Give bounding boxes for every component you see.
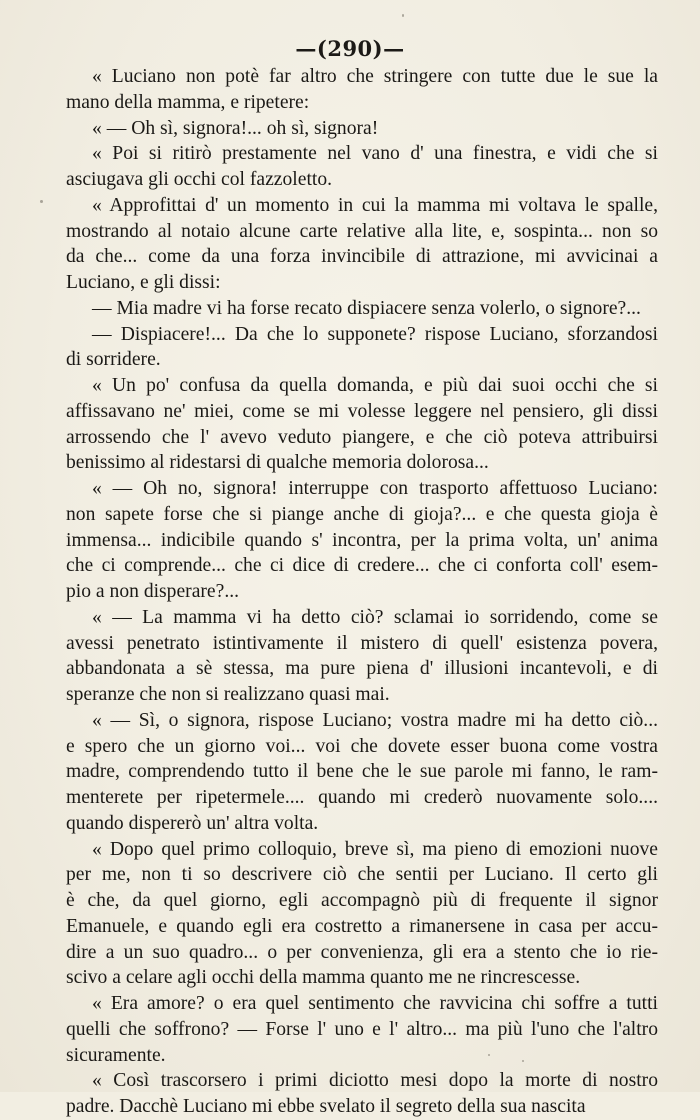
text-line: « — La mamma vi ha detto ciò? sclamai io sorridendo, come se (92, 606, 658, 628)
text-line: « Un po' confusa da quella domanda, e più dai suoi occhi che si (92, 375, 658, 396)
text-line: « — Oh sì, signora!... oh sì, signora! (92, 117, 379, 139)
text-line: speranze che non si realizzano quasi mai. (66, 684, 390, 705)
text-line: quelli che soffrono? — Forse l' uno e l' altro... ma più l'uno che l'altro (66, 1018, 658, 1040)
text-line: Luciano, e gli dissi: (66, 272, 221, 293)
text-line: — Mia madre vi ha forse recato dispiacere senza volerlo, o signore?... (92, 297, 641, 319)
text-line: e spero che un giorno voi... voi che dovete esser buona come vostra (66, 735, 658, 757)
paragraph (66, 116, 658, 142)
text-line: immensa... indicibile quando s' incontra, per la prima volta, un' anima (66, 529, 658, 551)
print-speck (402, 14, 404, 17)
print-speck (522, 1060, 524, 1062)
paragraph (66, 141, 658, 193)
text-line: madre, comprendendo tutto il bene che le sue parole mi fanno, le ram- (66, 761, 658, 783)
text-line: « — Oh no, signora! interruppe con trasporto affettuoso Luciano: (92, 478, 658, 499)
text-line: « — Sì, o signora, rispose Luciano; vostra madre mi ha detto ciò... (92, 709, 658, 731)
text-line: affissavano ne' miei, come se mi volesse leggere nel pensiero, gli dissi (66, 400, 658, 422)
text-line: — Dispiacere!... Da che lo supponete? rispose Luciano, sforzandosi (92, 323, 658, 345)
text-line: non sapete forse che si piange anche di gioja?... e che questa gioja è (66, 503, 658, 525)
text-line: benissimo al ridestarsi di qualche memoria dolorosa... (66, 452, 489, 474)
text-line: Emanuele, e quando egli era costretto a rimanersene in casa per accu- (66, 915, 658, 937)
text-line: « Così trascorsero i primi diciotto mesi dopo la morte di nostro (92, 1070, 658, 1092)
text-line: per me, non ti so descrivere ciò che sentii per Luciano. Il certo gli (66, 864, 658, 886)
page-number: —(290)— (295, 36, 405, 61)
paragraph (66, 605, 658, 708)
text-line: « Poi si ritirò prestamente nel vano d' una finestra, e vidi che si (92, 143, 658, 165)
text-line: avessi penetrato istintivamente il mistero di quell' esistenza povera, (66, 632, 658, 654)
text-line: « Approfittai d' un momento in cui la mamma mi voltava le spalle, (92, 194, 658, 216)
paragraph (66, 296, 658, 322)
text-line: pio a non disperare?... (66, 581, 240, 602)
text-line: asciugava gli occhi col fazzoletto. (66, 169, 333, 190)
print-speck (40, 200, 43, 203)
text-line: mostrando al notaio alcune carte relative alla lite, e, sospinta... non so (66, 220, 658, 242)
text-line: di sorridere. (66, 349, 161, 371)
text-line: da che... come da una forza invincibile di attrazione, mi avvicinai a (66, 246, 658, 268)
paragraph (66, 708, 658, 837)
paragraph (66, 1068, 658, 1120)
paragraph (66, 991, 658, 1068)
text-line: « Luciano non potè far altro che stringere con tutte due le sue la (92, 66, 658, 87)
text-line: che ci comprende... che ci dice di credere... che ci conforta coll' esem- (66, 555, 658, 577)
text-line: abbandonata a sè stessa, ma pure piena d' illusioni incantevoli, e di (66, 658, 658, 680)
text-line: « Dopo quel primo colloquio, breve sì, ma pieno di emozioni nuove (92, 838, 658, 860)
text-line: mano della mamma, e ripetere: (66, 91, 310, 113)
body-text (66, 64, 658, 1120)
paragraph (66, 837, 658, 992)
paragraph (66, 476, 658, 605)
paragraph (66, 373, 658, 476)
text-line: « Era amore? o era quel sentimento che ravvicina chi soffre a tutti (92, 993, 658, 1014)
text-line: è che, da quel giorno, egli accompagnò più di frequente il signor (66, 890, 658, 911)
print-speck (488, 1054, 490, 1056)
paragraph (66, 322, 658, 374)
text-line: arrossendo che l' avevo veduto piangere, e che ciò poteva attribuirsi (66, 426, 658, 448)
text-line: dire a un suo quadro... o per convenienza, gli era a stento che io rie- (66, 941, 658, 963)
text-line: padre. Dacchè Luciano mi ebbe svelato il segreto della sua nascita (66, 1096, 586, 1117)
paragraph (66, 193, 658, 296)
text-line: menterete per ripetermele.... quando mi crederò nuovamente solo.... (66, 787, 658, 808)
text-line: quando dispererò un' altra volta. (66, 812, 319, 834)
text-line: sicuramente. (66, 1044, 166, 1066)
text-line: scivo a celare agli occhi della mamma quanto me ne rincrescesse. (66, 967, 581, 989)
paragraph (66, 64, 658, 116)
